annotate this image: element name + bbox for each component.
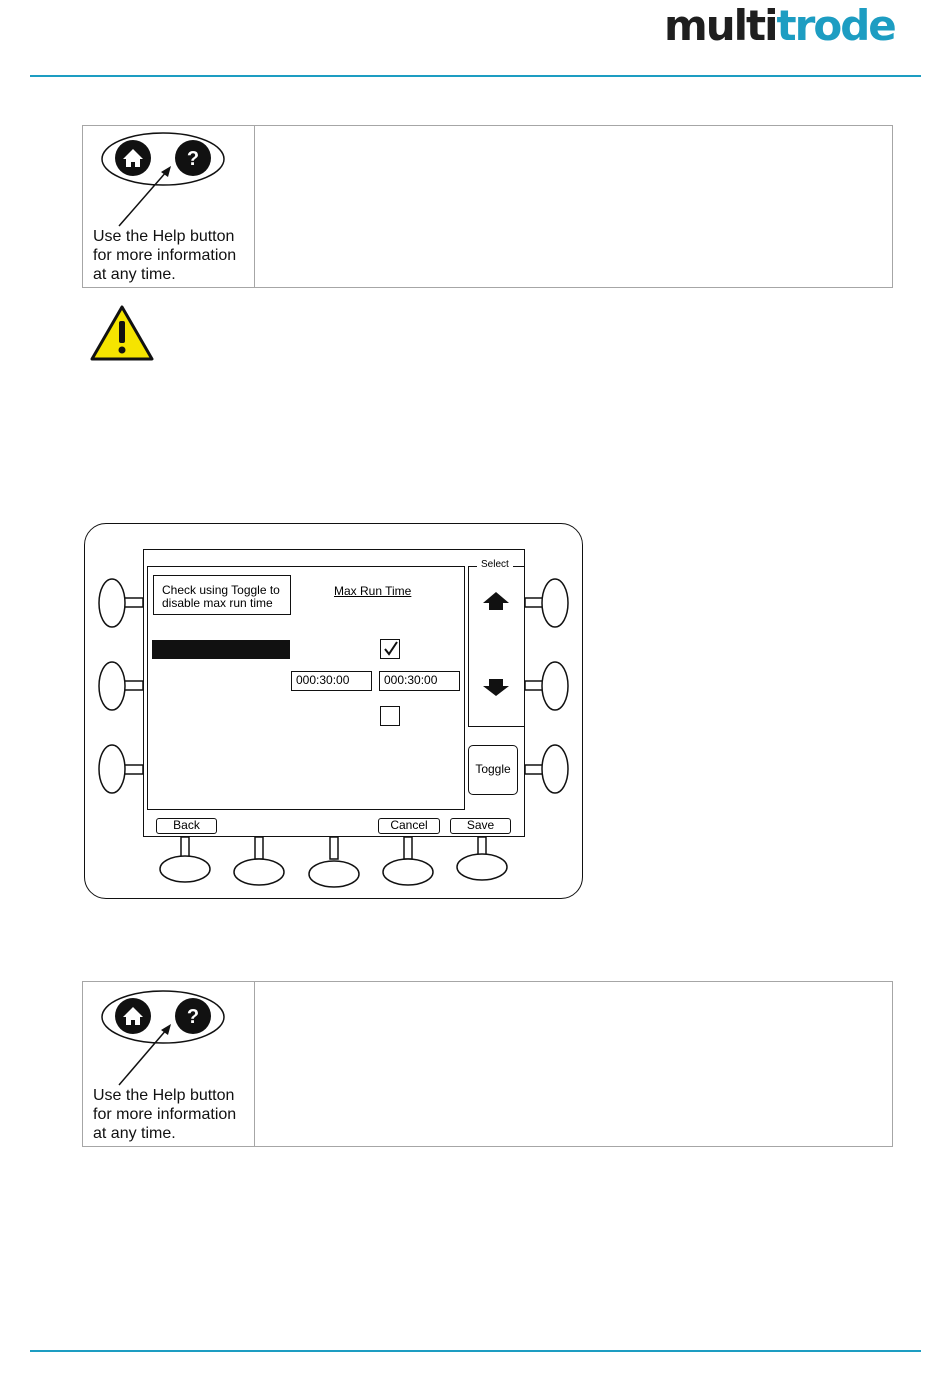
- bottom-key-4: [383, 837, 433, 885]
- svg-text:?: ?: [186, 148, 200, 170]
- home-help-buttons-graphic: [83, 982, 255, 1092]
- select-label: Select: [477, 559, 513, 571]
- help-note-bottom: [82, 981, 893, 1147]
- right-key-1: [525, 579, 568, 627]
- help-note-cell: [83, 982, 255, 1146]
- selected-row-highlight[interactable]: [152, 640, 290, 659]
- home-icon: [115, 998, 151, 1034]
- save-softkey[interactable]: Save: [450, 818, 511, 834]
- bottom-key-5: [457, 837, 507, 880]
- svg-text:?: ?: [186, 1006, 200, 1028]
- toggle-button[interactable]: Toggle: [468, 745, 518, 795]
- left-key-1: [99, 579, 143, 627]
- left-key-2: [99, 662, 143, 710]
- help-caption: Use the Help button for more information at any time.: [93, 1087, 237, 1142]
- max-run-time-enabled-checkbox[interactable]: [380, 639, 400, 659]
- max-run-time-title: Max Run Time: [334, 584, 412, 598]
- time-field-right[interactable]: 000:30:00: [379, 671, 460, 691]
- back-softkey[interactable]: Back: [156, 818, 217, 834]
- right-key-3: [525, 745, 568, 793]
- left-key-3: [99, 745, 143, 793]
- help-caption: Use the Help button for more information at any time.: [93, 228, 237, 283]
- bottom-key-2: [234, 837, 284, 885]
- second-checkbox[interactable]: [380, 706, 400, 726]
- select-panel: [468, 566, 525, 727]
- help-question-icon: [175, 998, 211, 1034]
- time-field-left[interactable]: 000:30:00: [291, 671, 372, 691]
- checkmark-icon: [382, 640, 399, 657]
- right-key-2: [525, 662, 568, 710]
- footer-rule: [30, 1350, 921, 1352]
- toggle-hint: Check using Toggle to disable max run time: [153, 575, 291, 615]
- bottom-key-1: [160, 837, 210, 882]
- cancel-softkey[interactable]: Cancel: [378, 818, 440, 834]
- bottom-key-3: [309, 837, 359, 887]
- multitrode-logo: multitrode: [664, 1, 895, 50]
